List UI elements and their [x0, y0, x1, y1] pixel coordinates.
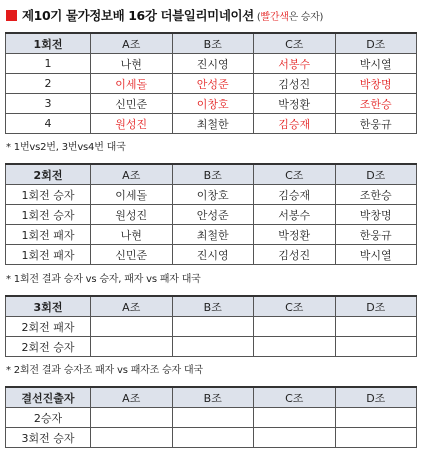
player-cell — [91, 408, 173, 428]
round1-header-row — [6, 33, 417, 54]
group-d-header: D조 — [335, 33, 417, 54]
red-square-icon — [6, 10, 17, 21]
round2-header-row — [6, 164, 417, 185]
group-b-header: B조 — [172, 296, 254, 317]
player-cell — [254, 337, 336, 357]
player-cell: 박정환 — [254, 225, 336, 245]
player-cell: 서봉수 — [254, 54, 336, 74]
player-cell: 박시열 — [335, 245, 417, 265]
row-label: 2승자 — [6, 408, 91, 428]
player-cell: 박창명 — [335, 205, 417, 225]
table-row — [6, 114, 417, 134]
table-row — [6, 185, 417, 205]
round2-footnote: * 1회전 결과 승자 vs 승자, 패자 vs 패자 대국 — [6, 274, 201, 285]
row-label: 2회전 승자 — [6, 337, 91, 357]
player-cell: 진시영 — [172, 245, 254, 265]
row-label: 4 — [6, 114, 91, 134]
player-cell: 서봉수 — [254, 205, 336, 225]
round1-footnote: * 1번vs2번, 3번vs4번 대국 — [6, 142, 126, 153]
table-row — [6, 317, 417, 337]
player-cell — [335, 317, 417, 337]
player-cell — [172, 408, 254, 428]
group-b-header: B조 — [172, 387, 254, 408]
row-label: 3회전 승자 — [6, 428, 91, 448]
final-header-row — [6, 387, 417, 408]
group-b-header: B조 — [172, 33, 254, 54]
round3-table — [5, 295, 417, 357]
player-cell: 원성진 — [91, 114, 173, 134]
player-cell — [91, 428, 173, 448]
player-cell: 안성준 — [172, 74, 254, 94]
player-cell: 김성진 — [254, 245, 336, 265]
group-d-header: D조 — [335, 387, 417, 408]
group-a-header: A조 — [91, 387, 173, 408]
title-legend-note — [257, 8, 323, 23]
player-cell — [91, 337, 173, 357]
player-cell — [335, 408, 417, 428]
player-cell: 나현 — [91, 54, 173, 74]
player-cell — [172, 317, 254, 337]
row-label: 2 — [6, 74, 91, 94]
player-cell: 박시열 — [335, 54, 417, 74]
player-cell: 김성진 — [254, 74, 336, 94]
round1-table — [5, 32, 417, 134]
group-a-header: A조 — [91, 33, 173, 54]
group-c-header: C조 — [254, 387, 336, 408]
player-cell — [254, 317, 336, 337]
table-row — [6, 94, 417, 114]
table-row — [6, 337, 417, 357]
table-row — [6, 205, 417, 225]
player-cell: 조한승 — [335, 185, 417, 205]
round2-table — [5, 163, 417, 265]
row-label: 2회전 패자 — [6, 317, 91, 337]
player-cell: 최철한 — [172, 114, 254, 134]
table-row — [6, 428, 417, 448]
table-row — [6, 74, 417, 94]
player-cell — [172, 337, 254, 357]
group-c-header: C조 — [254, 33, 336, 54]
player-cell: 이창호 — [172, 185, 254, 205]
player-cell: 이창호 — [172, 94, 254, 114]
player-cell: 안성준 — [172, 205, 254, 225]
row-label: 1회전 승자 — [6, 185, 91, 205]
player-cell — [91, 317, 173, 337]
group-b-header: B조 — [172, 164, 254, 185]
legend-open: ( — [256, 11, 261, 23]
title-text: 제10기 물가정보배 16강 더블일리미네이션 — [22, 8, 254, 23]
group-a-header: A조 — [91, 296, 173, 317]
player-cell: 박창명 — [335, 74, 417, 94]
player-cell: 나현 — [91, 225, 173, 245]
round1-label: 1회전 — [6, 33, 91, 54]
row-label: 1 — [6, 54, 91, 74]
player-cell — [254, 408, 336, 428]
player-cell: 한웅규 — [335, 225, 417, 245]
round2-label: 2회전 — [6, 164, 91, 185]
round3-header-row — [6, 296, 417, 317]
group-c-header: C조 — [254, 164, 336, 185]
final-label: 결선진출자 — [6, 387, 91, 408]
legend-red-word: 빨간색 — [260, 11, 289, 23]
table-row — [6, 54, 417, 74]
legend-rest: 은 승자) — [288, 11, 324, 23]
player-cell: 조한승 — [335, 94, 417, 114]
player-cell: 신민준 — [91, 245, 173, 265]
player-cell: 김승재 — [254, 185, 336, 205]
table-row — [6, 225, 417, 245]
group-a-header: A조 — [91, 164, 173, 185]
player-cell — [335, 337, 417, 357]
player-cell: 이세돌 — [91, 74, 173, 94]
group-d-header: D조 — [335, 164, 417, 185]
player-cell: 이세돌 — [91, 185, 173, 205]
player-cell: 김승재 — [254, 114, 336, 134]
player-cell: 신민준 — [91, 94, 173, 114]
final-table — [5, 386, 417, 448]
player-cell: 한웅규 — [335, 114, 417, 134]
table-row — [6, 408, 417, 428]
round3-footnote: * 2회전 결과 승자조 패자 vs 패자조 승자 대국 — [6, 365, 203, 376]
row-label: 1회전 패자 — [6, 245, 91, 265]
row-label: 1회전 패자 — [6, 225, 91, 245]
row-label: 1회전 승자 — [6, 205, 91, 225]
table-row — [6, 245, 417, 265]
player-cell: 원성진 — [91, 205, 173, 225]
round3-label: 3회전 — [6, 296, 91, 317]
group-c-header: C조 — [254, 296, 336, 317]
player-cell — [172, 428, 254, 448]
player-cell: 진시영 — [172, 54, 254, 74]
page-title — [6, 5, 323, 25]
player-cell — [335, 428, 417, 448]
player-cell: 최철한 — [172, 225, 254, 245]
row-label: 3 — [6, 94, 91, 114]
player-cell: 박정환 — [254, 94, 336, 114]
player-cell — [254, 428, 336, 448]
group-d-header: D조 — [335, 296, 417, 317]
